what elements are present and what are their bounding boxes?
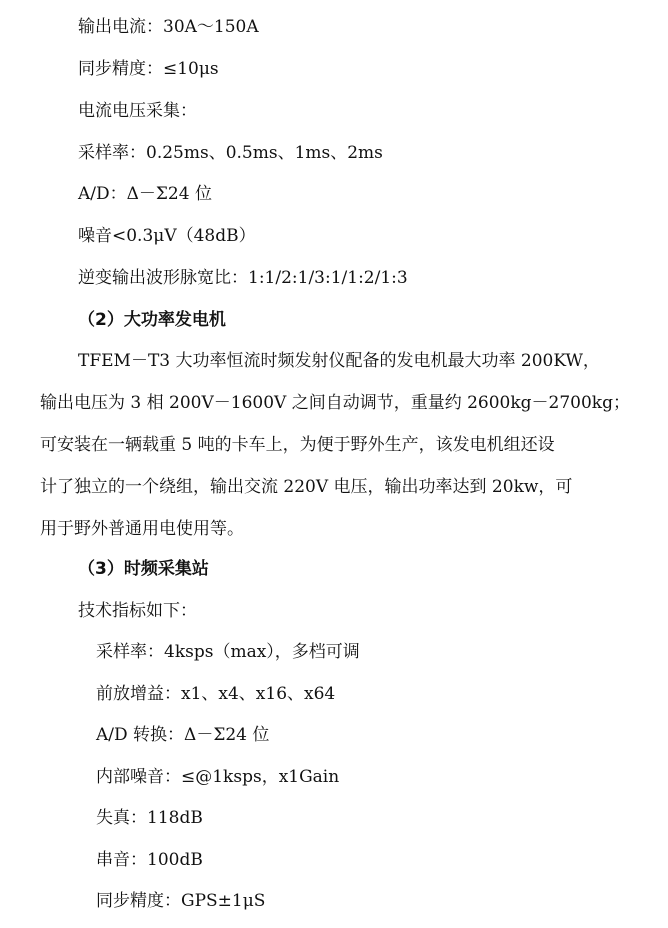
paragraph-line: 用于野外普通用电使用等。	[40, 519, 244, 539]
station-spec-crosstalk: 串音：100dB	[96, 850, 203, 870]
paragraph-line: 输出电压为 3 相 200V－1600V 之间自动调节，重量约 2600kg－2700kg；	[40, 393, 630, 413]
paragraph-line: 可安装在一辆载重 5 吨的卡车上，为便于野外生产，该发电机组还设	[40, 435, 555, 455]
section-heading-acquisition-station: （3）时频采集站	[78, 559, 209, 579]
spec-output-current: 输出电流：30A～150A	[78, 17, 259, 37]
paragraph-line: 计了独立的一个绕组，输出交流 220V 电压，输出功率达到 20kw，可	[40, 477, 573, 497]
spec-sync-precision: 同步精度：≤10μs	[78, 59, 219, 79]
station-spec-sync-precision: 同步精度：GPS±1μS	[96, 891, 266, 911]
station-spec-ad: A/D 转换：Δ－Σ24 位	[96, 725, 270, 745]
station-spec-preamp-gain: 前放增益：x1、x4、x16、x64	[96, 684, 336, 704]
spec-pulse-width-ratio: 逆变输出波形脉宽比：1:1/2:1/3:1/1:2/1:3	[78, 268, 408, 288]
station-spec-internal-noise: 内部噪音：≤@1ksps，x1Gain	[96, 767, 340, 787]
spec-noise: 噪音<0.3μV（48dB）	[78, 226, 256, 246]
spec-current-voltage-acquisition: 电流电压采集：	[78, 101, 197, 121]
tech-specs-intro: 技术指标如下：	[78, 601, 197, 621]
spec-ad: A/D：Δ－Σ24 位	[78, 184, 212, 204]
section-heading-generator: （2）大功率发电机	[78, 310, 226, 330]
paragraph-line: TFEM－T3 大功率恒流时频发射仪配备的发电机最大功率 200KW，	[78, 351, 600, 371]
spec-sample-rate: 采样率：0.25ms、0.5ms、1ms、2ms	[78, 143, 383, 163]
station-spec-sample-rate: 采样率：4ksps（max），多档可调	[96, 642, 360, 662]
generator-paragraph	[40, 350, 630, 560]
station-spec-distortion: 失真：118dB	[96, 808, 203, 828]
